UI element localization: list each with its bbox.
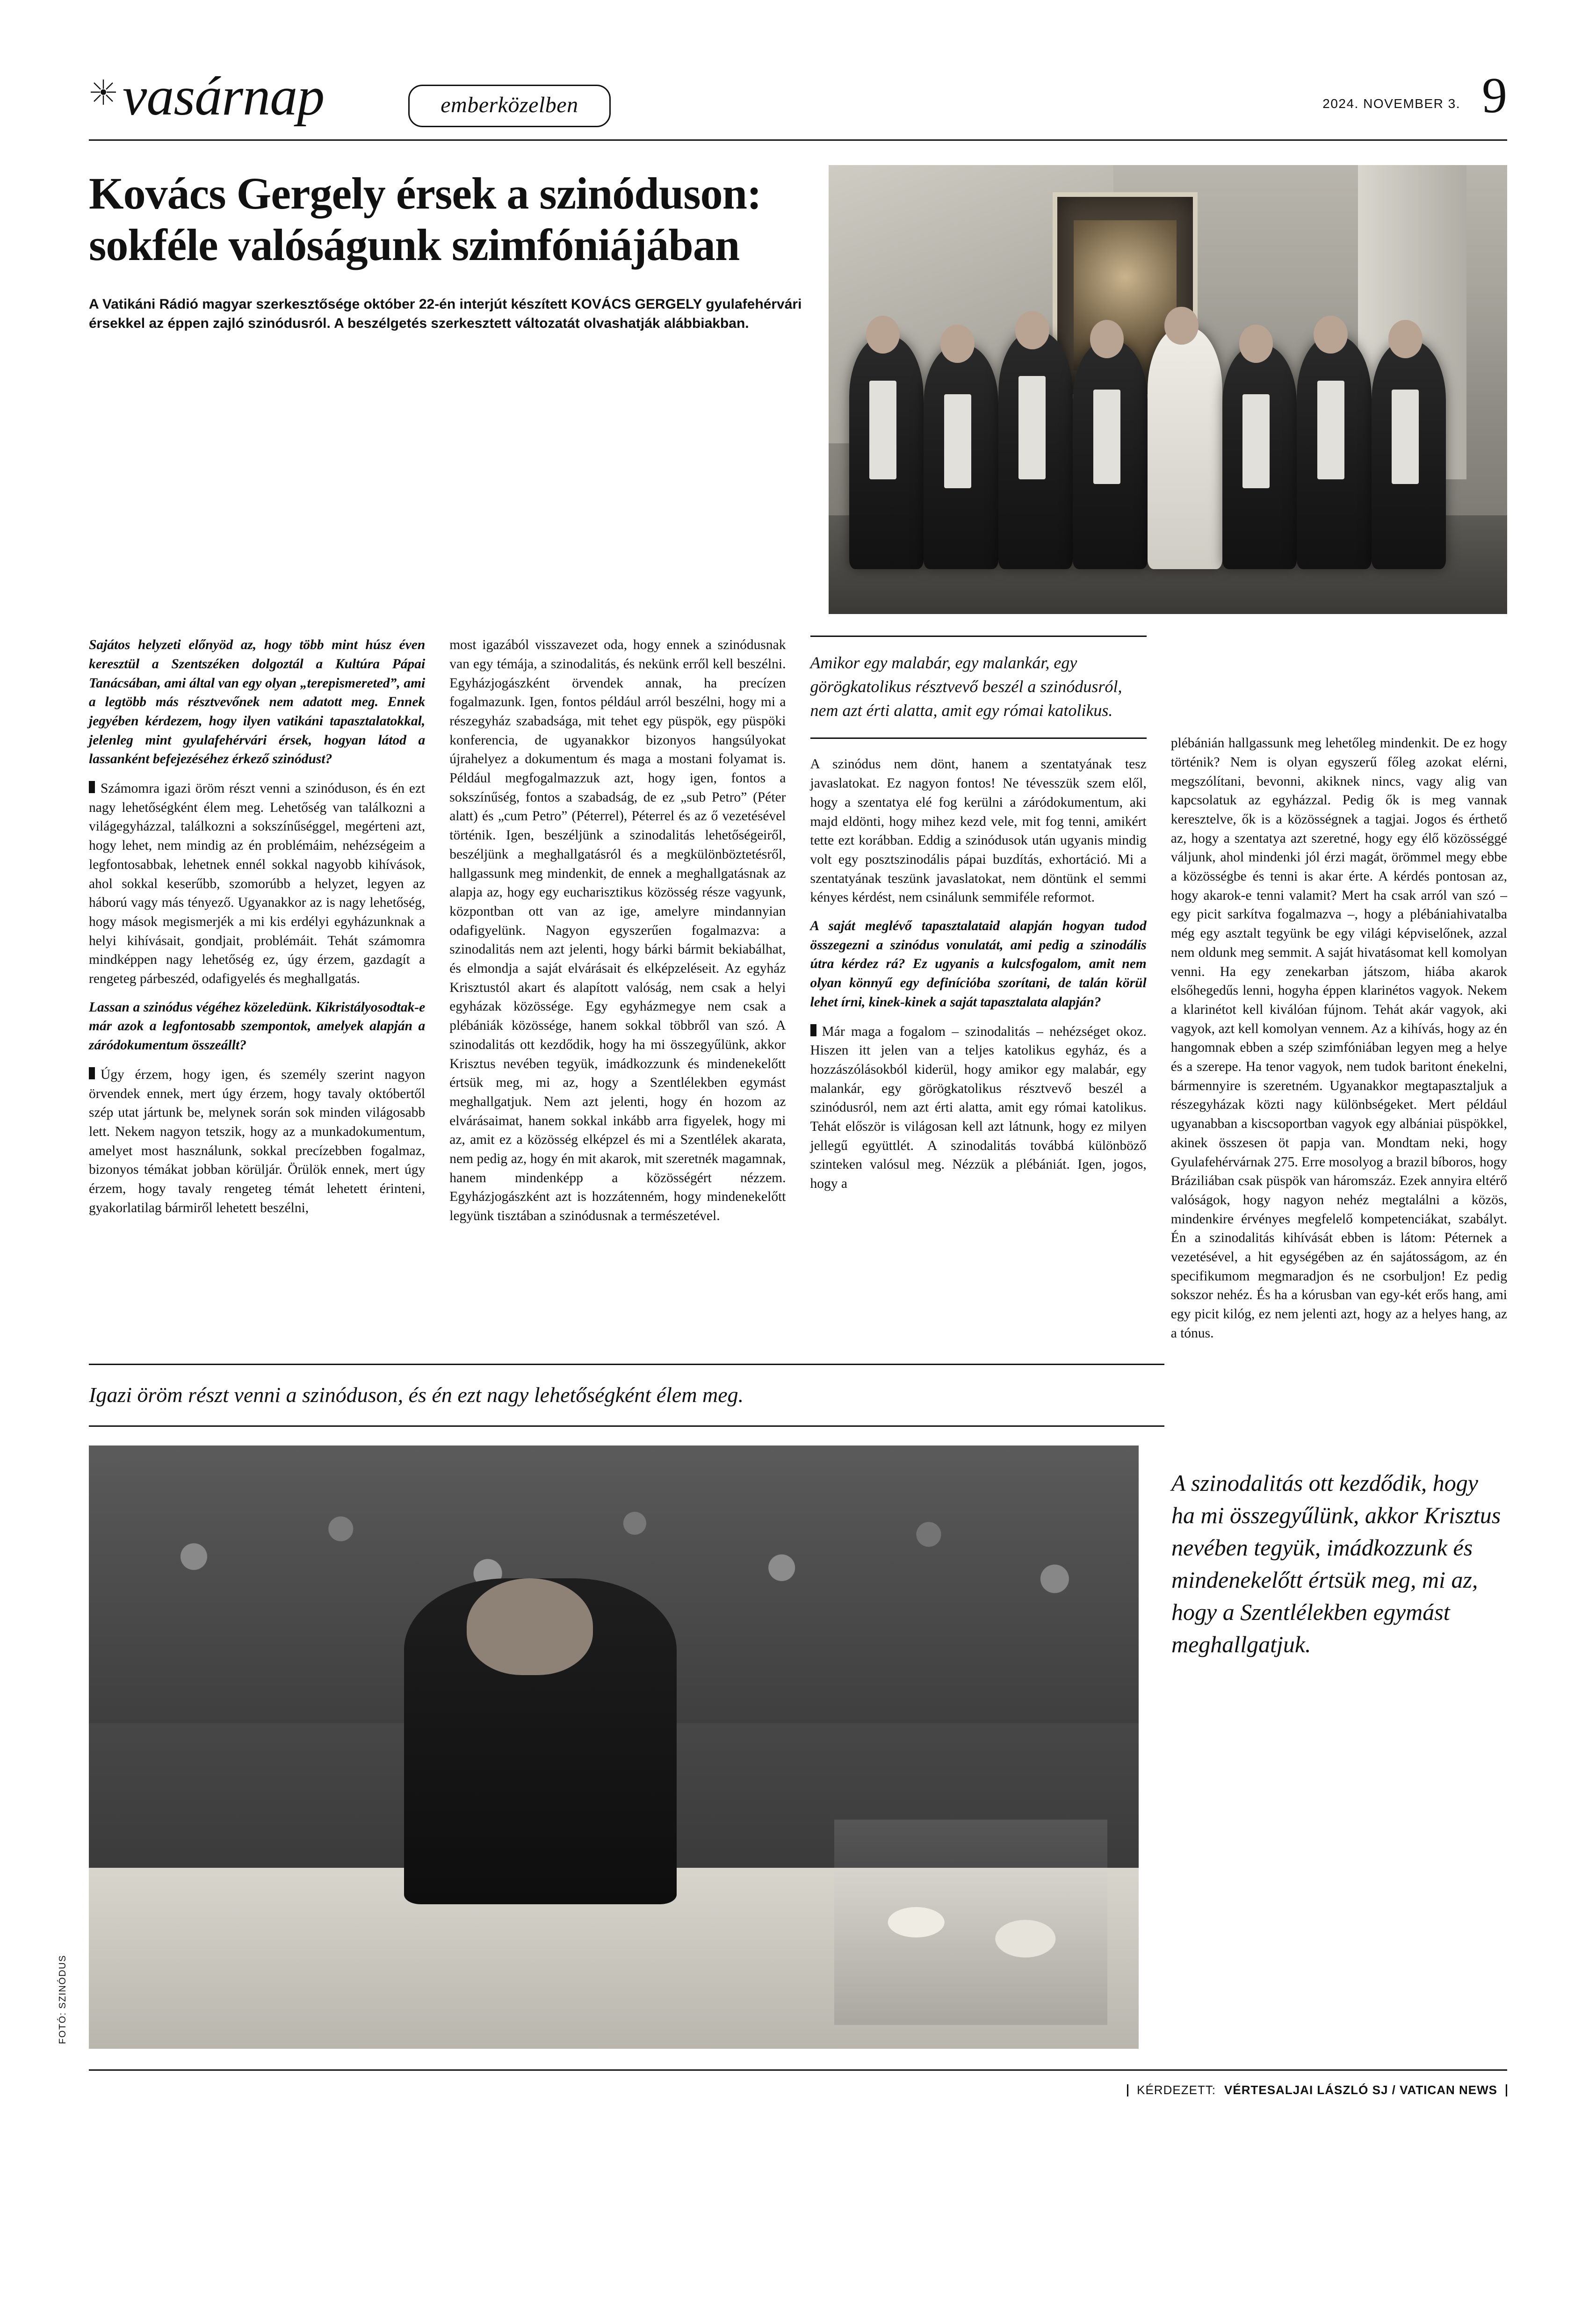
lower-photo-block [58, 1445, 1139, 2049]
photo-credit: FOTÓ: SZINÓDUS [58, 1955, 68, 2045]
page-number: 9 [1482, 67, 1507, 123]
body-paragraph: most igazából visszavezet oda, hogy ennek a szinódusnak van egy témája, a szinodalitás, és nekünk erről kell beszélni. Egyházjogászként örvendek annak, ha precízen fogalmazunk. Igen, fontos például arról beszélni, hogy mi a részegyház szabadsága, mit tehet egy püspök, egy püspöki konferencia, de ugyanakkor bizonyos hangsúlyokat újrahelyez a dokumentum és maga a mostani folyamat is. Például megfogalmazzuk azt, hogy igen, fontos a sokszínűség, fontos a szabadság, de ez „sub Petro” (Péter alatt) és „cum Petro” (Péterrel), Péterrel és az ő vezetésével történik. Igen, beszéljünk a szinodalitás lehetőségeiről, beszéljünk a meghallgatásról és a megkülönböztetésről, hallgassunk meg mindenkit, de ennek a meghallgatásnak az alapja az, hogy egy eucharisztikus közösség része vagyunk, központban ott van az ige, amelyre mindannyian odafigyelünk. Nagyon egyszerűen fogalmazva: a szinodalitás nem azt jelenti, hogy bárki bármit bekiabálhat, és elmondja a saját elvárásait és elképzeléseit. Az egyház Krisztustól akart és alapított valóság, nem csak a helyi egyházak közössége. Egy egyházmegye nem csak a plébániák közössége, hanem sokkal többről van szó. A szinodalitás ott kezdődik, hogy ha mi összegyűlünk, akkor Krisztus nevében tegyük, imádkozzunk és mindenekelőtt értsük meg, mi az, hogy a Szentlélekben egymást meghallgatjuk. Nem azt jelenti, hogy én hozom az elvárásaimat, hanem sokkal inkább arra figyelek, hogy mi az, amit ez a közösség elképzel és mi a Szentlélek akarata, nem pedig az, hogy én mit akarok, mit szeretnék magamnak, hanem mindenképp a közösségért nézzem. Egyházjogászként azt is hozzátenném, hogy mindenekelőtt legyünk tisztában a szinódusnak a természetével. [449, 637, 786, 1224]
article-footer [89, 2069, 1507, 2097]
interview-answer [89, 779, 425, 989]
photo-synod-group [829, 165, 1507, 614]
interview-question: Sajátos helyzeti előnyöd az, hogy több mint húsz éven keresztül a Szentszéken dolgoztál a Kultúra Pápai Tanácsában, ami által van egy olyan „terepismereted”, ami a legtöbb más résztvevőnek nem adatott meg. Ennek jegyében kérdezem, hogy ilyen vatikáni tapasztalatokkal, jelenleg mint gyulafehérvári érsek, hogyan látod a lassanként befejezéséhez érkező szinódust? [89, 637, 426, 767]
publication-logo[interactable]: vasárnap [123, 65, 325, 127]
issue-date: 2024. NOVEMBER 3. [1322, 96, 1460, 111]
byline-label: KÉRDEZETT: [1137, 2083, 1216, 2097]
answer-marker-icon [89, 781, 95, 793]
interview-question: Lassan a szinódus végéhez közeledünk. Kikristályosodtak-e már azok a legfontosabb szempontok, amelyek alapján a záródokumentum összeállt? [89, 999, 426, 1053]
column-4 [1171, 636, 1507, 1352]
column-5 [1163, 1445, 1504, 2049]
answer-text: Már maga a fogalom – szinodalitás – nehézséget okoz. Hiszen itt jelen van a teljes katolikus egyház, és a hozzászólásokból kiderül, hogy amikor egy malabár, egy malankár, egy görögkatolikus résztvevő beszél a szinódusról, nem azt érti alatta, amit egy római katolikus. Tehát először is világosan kell azt látnunk, hogy ez milyen jellegű együttlét. A szinodalitás továbbá különböző szinteken valósul meg. Nézzük a plébániát. Igen, jogos, hogy a [810, 1024, 1147, 1192]
sun-icon [89, 78, 118, 107]
article-body [89, 636, 1507, 1352]
byline-name: VÉRTESALJAI LÁSZLÓ SJ / VATICAN NEWS [1224, 2083, 1497, 2097]
pullquote-top: Amikor egy malabár, egy malankár, egy görögkatolikus résztvevő beszél a szinódusról, nem azt érti alatta, amit egy római katolikus. [810, 636, 1147, 739]
answer-text: Úgy érzem, hogy igen, és személy szerint nagyon örvendek ennek, mert úgy érzem, hogy tavaly októbertől szép utat jártunk be, melynek során sok minden világosabb lett. Nekem nagyon tetszik, hogy az a munkadokumentum, amelyet most használunk, sokkal precízebben fogalmaz, bizonyos témákat jobban körüljár. Örülök ennek, mert úgy érzem, hogy tavaly rengeteg témát lehetett érinteni, gyakorlatilag bármiről lehetett beszélni, [89, 1067, 426, 1215]
body-paragraph: plébánián hallgassunk meg lehetőleg mindenkit. De ez hogy történik? Nem is olyan egyszerű főleg azokat elérni, megszólítani, bevonni, akiknek nincs, vagy alig van kapcsolatuk az egyházzal. Pedig ők is meg vannak keresztelve, ők is a közösségnek a tagjai. Jogos és érthető az, hogy a szentatya azt szeretné, hogy egy élő közösséggé váljunk, ahol mindenki jól érzi magát, örömmel megy ebbe a közösségbe és tenni is akar érte. A kérdés pontosan az, hogy akarok-e tenni valamit? Mert ha csak arról van szó – egy picit sarkítva fogalmazva –, hogy a plébániahivatalba még egy asztalt tegyünk be egy világi képviselőnek, azzal nem oldunk meg semmit. A saját hivatásomat kell komolyan venni. Ha egy zenekarban játszom, hiába akarok elsőhegedűs lenni, hogyha éppen klarinétos vagyok. Nekem a klarinétot kell kiválóan fújnom. Tehát akár vagyok, aki vagyok, azt kell komolyan vennem. Az a kihívás, hogy az én hangomnak ebben a szép szimfóniában legyen meg a helye és a szerepe. Ha tenor vagyok, nem tudok baritont énekelni, bármennyire is szeretném. Ugyanakkor megtapasztaljuk a részegyházak közti nagy különbségeket. Mert például ugyanabban a kiscsoportban vagyok egy albániai püspökkel, akinek összesen öt papja van. Mondtam neki, hogy Gyulafehérvárnak 275. Erre mosolyog a brazil bíboros, hogy Bráziliában csak püspök van háromszáz. Ezek annyira eltérő valóságok, hogy nagyon nehéz megtalálni a közös, mindenkire érvényes megfelelő kompetenciákat, szabályt. Én a szinodalitás kihívását ebben is látom: Péternek a vezetésével, a hit egységében az én sajátosságom, az én specifikumom megmaradjon és ne csorbuljon! Ez pedig sokszor nehéz. És ha a kórusban van egy-két erős hang, ami egy picit kilóg, ez nem jelenti azt, hogy az a helyes hang, az a tónus. [1170, 736, 1507, 1341]
article-top [89, 165, 1507, 614]
interview-question: A saját meglévő tapasztalataid alapján hogyan tudod összegezni a szinódus vonulatát, ami pedig a szinodális útra kérdez rá? Ez ugyanis a kulcsfogalom, amit nem olyan könnyű egy definícióba szorítani, de talán körül lehet írni, kinek-kinek a saját tapasztalata alapján? [810, 918, 1147, 1010]
byline-rule-left-icon [1127, 2084, 1128, 2096]
column-3 [810, 636, 1147, 1352]
masthead-meta [1322, 67, 1507, 123]
answer-marker-icon [89, 1067, 95, 1079]
section-kicker-wrap [408, 92, 610, 118]
article-lead: A Vatikáni Rádió magyar szerkesztősége október 22-én interjút készített KOVÁCS GERGELY gyulafehérvári érsekkel az éppen zajló szinódusról. A beszélgetés szerkesztett változatát olvashatják alábbiakban. [89, 296, 802, 332]
pullquote-middle: Igazi öröm részt venni a szinóduson, és én ezt nagy lehetőségként élem meg. [89, 1364, 1164, 1427]
column-4-spacer [1171, 636, 1507, 718]
pullquote-large: A szinodalitás ott kezdődik, hogy ha mi összegyűlünk, akkor Krisztus nevében tegyük, imádkozzunk és mindenekelőtt értsük meg, mi az, hogy a Szentlélekben egymást meghallgatjuk. [1171, 1470, 1501, 1658]
page-title: Kovács Gergely érsek a szinóduson: sokféle valóságunk szimfóniájában [89, 168, 761, 270]
photo-synod-hall [89, 1445, 1139, 2049]
headline-block [89, 165, 804, 614]
article-lower [58, 1445, 1507, 2049]
masthead [89, 65, 1507, 141]
body-paragraph: A szinódus nem dönt, hanem a szentatyának tesz javaslatokat. Ez nagyon fontos! Ne tévesszük szem elől, hogy a szentatya elé fog kerülni a záródokumentum, aki majd eldönti, hogy mihez kezd vele, mit fog tenni, amikért tette ezt korábban. Eddig a szinódusok után ugyanis mindig volt egy posztszinodális pápai buzdítás, exhortáció. Mi a szentatyának teszünk javaslatokat, nem döntünk el semmi kényes kérdést, nem csinálunk semmiféle reformot. [810, 757, 1147, 905]
byline-rule-right-icon [1506, 2084, 1507, 2096]
column-2 [449, 636, 786, 1352]
section-kicker: emberközelben [408, 85, 610, 127]
interview-answer [810, 1022, 1147, 1193]
answer-marker-icon [810, 1024, 816, 1036]
interview-answer [89, 1065, 425, 1218]
masthead-logo-group [89, 65, 325, 127]
byline [1127, 2083, 1507, 2097]
column-1 [89, 636, 425, 1352]
main-photo-block [829, 165, 1507, 614]
answer-text: Számomra igazi öröm részt venni a szinóduson, és én ezt nagy lehetőségként élem meg. Lehetőség van találkozni a világegyházzal, találkozni a sokszínűséggel, megérteni azt, hogy lehet, nem mindig az én problémáim, nehézségeim a legfontosabbak, lehetnek ennél sokkal nagyobb kihívások, ahol sokkal keserűbb, szomorúbb a helyzet, legyen az háború vagy más tényező. Ugyanakkor az is nagy lehetőség, hogy mások megismerjék a mi kis erdélyi egyházunknak a helyi kihívásait, gondjait, problémáit. Tehát számomra mindképpen nagy lehetőség ez, úgy érzem, gazdagít a rengeteg párbeszéd, odafigyelés és meghallgatás. [89, 781, 426, 987]
